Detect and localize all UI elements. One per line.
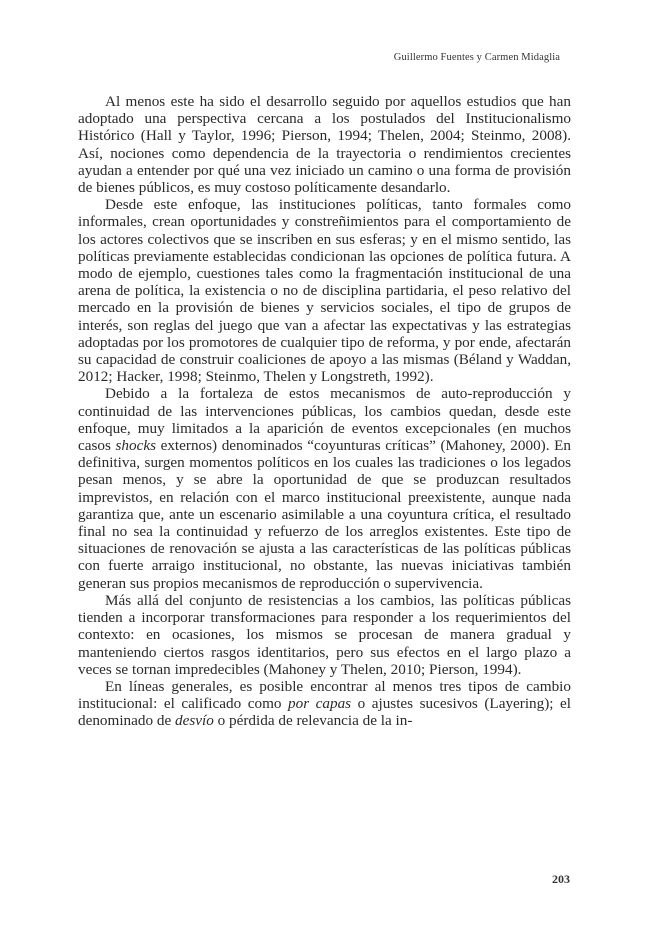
text-run: Debido a la fortaleza de estos mecanismos de auto-reproducción y continuidad de las intervenciones públicas, los cambios quedan, desde este enfoque, muy limitados a la aparición de eventos excepcionales (en muchos casos: [78, 385, 571, 455]
text-run: Más allá del conjunto de resistencias a los cambios, las políticas públicas tienden a incorporar transformaciones para responder a los requerimientos del contexto: en ocasiones, los mismos se procesan de manera gradual y manteniendo ciertos rasgos identitarios, pero sus efectos en el largo plazo a veces se tornan impredecibles (Mahoney y Thelen, 2010; Pierson, 1994).: [78, 591, 571, 678]
paragraph: [78, 678, 571, 730]
text-run: o ajustes sucesivos (Layering); el denominado de: [78, 695, 572, 730]
paragraph: [78, 385, 571, 591]
italic-text: desvío: [175, 712, 214, 730]
paragraph: [78, 196, 571, 385]
italic-text: shocks: [115, 437, 156, 455]
paragraph: [78, 592, 571, 678]
text-run: Desde este enfoque, las instituciones políticas, tanto formales como informales, crean oportunidades y constreñimientos para el comportamiento de los actores colectivos que se inscriben en sus esferas; y en el mismo sentido, las políticas previamente establecidas condicionan las opciones de política futura. A modo de ejemplo, cuestiones tales como la fragmentación institucional de una arena de política, la existencia o no de disciplina partidaria, el peso relativo del mercado en la provisión de bienes y servicios sociales, el tipo de grupos de interés, son reglas del juego que van a afectar las expectativas y las estrategias adoptadas por los promotores de cualquier tipo de reforma, y por ende, afectarán su capacidad de construir coaliciones de apoyo a las mismas (Béland y Waddan, 2012; Hacker, 1998; Steinmo, Thelen y Longstreth, 1992).: [78, 196, 571, 386]
paragraph: [78, 93, 571, 196]
text-run: o pérdida de relevancia de la in-: [213, 712, 413, 730]
running-header: Guillermo Fuentes y Carmen Midaglia: [393, 52, 560, 63]
text-run: Al menos este ha sido el desarrollo seguido por aquellos estudios que han adoptado una perspectiva cercana a los postulados del Institucionalismo Histórico (Hall y Taylor, 1996; Pierson, 1994; Thelen, 2004; Steinmo, 2008). Así, nociones como dependencia de la trayectoria o rendimientos crecientes ayudan a entender por qué una vez iniciado un camino o una forma de provisión de bienes públicos, es muy costoso políticamente desandarlo.: [78, 93, 571, 197]
body-text: [78, 93, 571, 730]
text-run: En líneas generales, es posible encontrar al menos tres tipos de cambio institucional: el calificado como: [78, 677, 571, 713]
italic-text: por capas: [288, 695, 352, 713]
page-number: 203: [552, 872, 570, 886]
text-run: externos) denominados “coyunturas críticas” (Mahoney, 2000). En definitiva, surgen momentos políticos en los cuales las tradiciones o los legados pesan menos, y se abre la oportunidad de que se produzcan resultados imprevistos, en relación con el marco institucional preexistente, aunque nada garantiza que, ante un escenario asimilable a una coyuntura crítica, el resultado final no sea la continuidad y refuerzo de los arreglos existentes. Este tipo de situaciones de renovación se ajusta a las características de las políticas públicas con fuerte arraigo institucional, no obstante, las nuevas iniciativas también generan sus propios mecanismos de reproducción o supervivencia.: [78, 437, 571, 592]
